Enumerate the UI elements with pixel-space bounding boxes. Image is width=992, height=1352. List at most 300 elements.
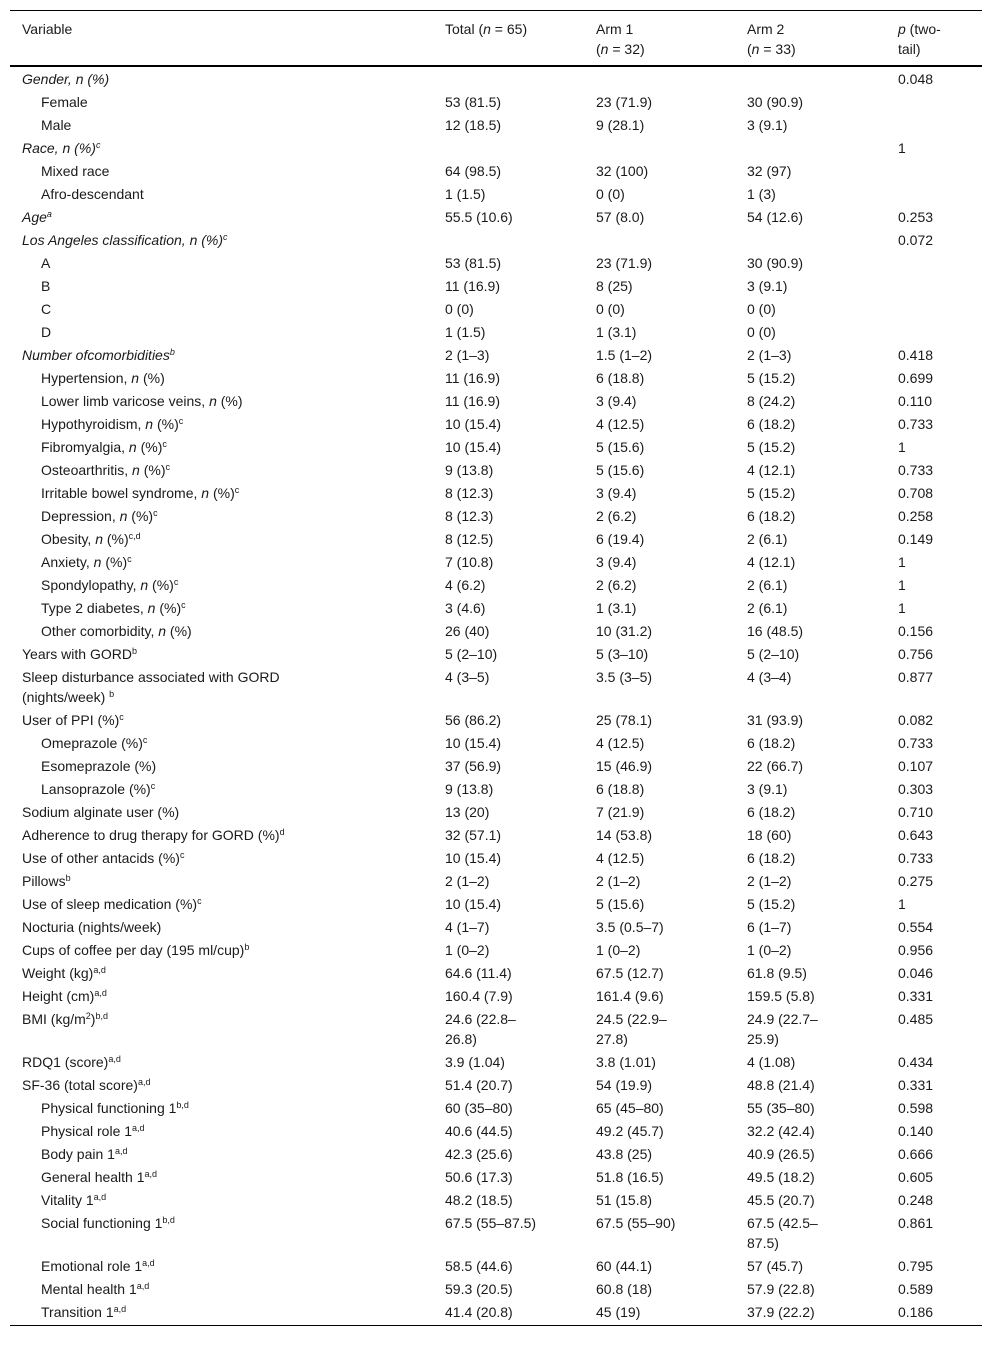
cell-p-value: 0.708 <box>898 485 934 501</box>
cell-p-value <box>886 115 982 138</box>
cell-arm2: 37.9 (22.2) <box>747 1304 815 1320</box>
table-row <box>10 894 982 917</box>
row-label: Nocturia (nights/week) <box>22 919 162 935</box>
cell-total: 13 (20) <box>445 804 490 820</box>
cell-arm1: 4 (12.5) <box>596 416 645 432</box>
cell-arm1: 161.4 (9.6) <box>596 988 664 1004</box>
cell-p-value: 1 <box>898 439 906 455</box>
cell-arm2: 5 (15.2) <box>747 896 796 912</box>
cell-total: 56 (86.2) <box>445 712 502 728</box>
cell-p-value: 0.733 <box>898 416 934 432</box>
table-row <box>10 138 982 161</box>
cell-arm1: 67.5 (55–90) <box>596 1215 676 1231</box>
table-row <box>10 963 982 986</box>
table-row <box>10 1213 982 1256</box>
cell-arm2: 49.5 (18.2) <box>747 1169 815 1185</box>
table-row <box>10 506 982 529</box>
cell-arm2: 57 (45.7) <box>747 1258 804 1274</box>
row-label: Body pain 1$^{a,d}$ <box>41 1146 128 1162</box>
table-row <box>10 1144 982 1167</box>
cell-arm2: 6 (18.2) <box>747 804 796 820</box>
row-label: Depression, n (%)$^c$ <box>41 508 158 524</box>
cell-total: 40.6 (44.5) <box>445 1123 513 1139</box>
row-label: A <box>41 255 51 271</box>
cell-p-value: 0.107 <box>898 758 934 774</box>
table-row <box>10 276 982 299</box>
cell-arm2: 2 (1–3) <box>747 347 792 363</box>
table-row <box>10 1098 982 1121</box>
cell-arm1 <box>584 66 735 92</box>
cell-arm2: 2 (6.1) <box>747 600 788 616</box>
cell-total: 10 (15.4) <box>445 439 502 455</box>
row-label: Type 2 diabetes, n (%)$^c$ <box>41 600 186 616</box>
cell-total: 42.3 (25.6) <box>445 1146 513 1162</box>
table-row <box>10 917 982 940</box>
cell-total: 32 (57.1) <box>445 827 502 843</box>
table-row <box>10 161 982 184</box>
table-row <box>10 92 982 115</box>
row-label: BMI $(kg/m^2)^{b,d}$ <box>22 1011 108 1027</box>
cell-p-value <box>886 253 982 276</box>
cell-arm1: 49.2 (45.7) <box>596 1123 664 1139</box>
row-label: Race, n (%)$^c$ <box>22 140 101 156</box>
cell-total: 3 (4.6) <box>445 600 486 616</box>
cell-p-value: 0.795 <box>898 1258 934 1274</box>
cell-arm2: 54 (12.6) <box>747 209 804 225</box>
table-row <box>10 460 982 483</box>
row-label: SF-36 (total score)$^{a,d}$ <box>22 1077 151 1093</box>
table-row <box>10 437 982 460</box>
cell-arm1: 32 (100) <box>596 163 649 179</box>
cell-arm2: 45.5 (20.7) <box>747 1192 815 1208</box>
header-total: Total (n = 65) <box>445 21 528 37</box>
table-row <box>10 253 982 276</box>
cell-arm2: 4 (12.1) <box>747 554 796 570</box>
table-row <box>10 1256 982 1279</box>
cell-arm1: 60.8 (18) <box>596 1281 653 1297</box>
cell-total: 10 (15.4) <box>445 416 502 432</box>
table-row <box>10 848 982 871</box>
table-row <box>10 552 982 575</box>
cell-arm2: 48.8 (21.4) <box>747 1077 815 1093</box>
cell-arm1: 2 (6.2) <box>596 577 637 593</box>
header-arm2: Arm 2 (n = 33) <box>747 21 796 57</box>
cell-arm2 <box>735 230 886 253</box>
cell-arm2: 1 (3) <box>747 186 776 202</box>
cell-total: 24.6 (22.8– 26.8) <box>445 1011 516 1047</box>
cell-arm2: 32 (97) <box>747 163 792 179</box>
cell-arm1: 43.8 (25) <box>596 1146 653 1162</box>
cell-arm1: 7 (21.9) <box>596 804 645 820</box>
table-row <box>10 345 982 368</box>
table-row <box>10 733 982 756</box>
cell-p-value: 1 <box>898 140 906 156</box>
row-label: Obesity, n (%)$^{c,d}$ <box>41 531 141 547</box>
cell-arm2: 2 (6.1) <box>747 577 788 593</box>
cell-p-value: 0.554 <box>898 919 934 935</box>
cell-p-value: 0.046 <box>898 965 934 981</box>
cell-p-value: 0.877 <box>898 669 934 685</box>
cell-arm2: 57.9 (22.8) <box>747 1281 815 1297</box>
cell-arm1: 65 (45–80) <box>596 1100 664 1116</box>
cell-arm1: 3.5 (3–5) <box>596 669 653 685</box>
row-label: Adherence to drug therapy for GORD (%)$^d$ <box>22 827 285 843</box>
cell-p-value <box>886 184 982 207</box>
cell-p-value: 1 <box>898 896 906 912</box>
cell-total: 67.5 (55–87.5) <box>445 1215 537 1231</box>
row-label: Cups of coffee per day (195 ml/cup)$^b$ <box>22 942 250 958</box>
cell-arm1: 0 (0) <box>596 301 625 317</box>
table-row <box>10 1009 982 1052</box>
table-row <box>10 414 982 437</box>
cell-p-value: 0.643 <box>898 827 934 843</box>
cell-arm2: 6 (18.2) <box>747 735 796 751</box>
row-label: Irritable bowel syndrome, n (%)$^c$ <box>41 485 240 501</box>
row-label: Mixed race <box>41 163 110 179</box>
cell-arm1: 14 (53.8) <box>596 827 653 843</box>
row-label: Hypertension, n (%) <box>41 370 165 386</box>
cell-p-value: 0.048 <box>898 71 934 87</box>
cell-arm2: 32.2 (42.4) <box>747 1123 815 1139</box>
table-row <box>10 230 982 253</box>
cell-arm2: 61.8 (9.5) <box>747 965 807 981</box>
table-row <box>10 115 982 138</box>
row-label: Gender, n (%) <box>22 71 110 87</box>
cell-total: 0 (0) <box>445 301 474 317</box>
cell-p-value: 0.605 <box>898 1169 934 1185</box>
cell-p-value: 0.710 <box>898 804 934 820</box>
cell-total: 3.9 (1.04) <box>445 1054 505 1070</box>
row-label: Use of other antacids (%)$^c$ <box>22 850 185 866</box>
row-label: Male <box>41 117 72 133</box>
cell-total: 58.5 (44.6) <box>445 1258 513 1274</box>
cell-arm1: 54 (19.9) <box>596 1077 653 1093</box>
table-body <box>10 66 982 1326</box>
cell-total: 26 (40) <box>445 623 490 639</box>
cell-p-value: 0.733 <box>898 735 934 751</box>
cell-arm1: 67.5 (12.7) <box>596 965 664 981</box>
cell-p-value: 0.598 <box>898 1100 934 1116</box>
cell-arm2: 159.5 (5.8) <box>747 988 815 1004</box>
cell-total: 1 (1.5) <box>445 324 486 340</box>
cell-p-value: 0.149 <box>898 531 934 547</box>
row-label: B <box>41 278 51 294</box>
cell-p-value: 0.589 <box>898 1281 934 1297</box>
cell-total: 12 (18.5) <box>445 117 502 133</box>
cell-total: 60 (35–80) <box>445 1100 513 1116</box>
cell-arm1: 3 (9.4) <box>596 485 637 501</box>
row-label: Transition 1$^{a,d}$ <box>41 1304 127 1320</box>
cell-arm2: 30 (90.9) <box>747 94 804 110</box>
cell-arm1: 23 (71.9) <box>596 255 653 271</box>
cell-arm2: 3 (9.1) <box>747 117 788 133</box>
cell-p-value: 0.699 <box>898 370 934 386</box>
table-row <box>10 667 982 710</box>
row-label: Use of sleep medication (%)$^c$ <box>22 896 202 912</box>
cell-total <box>433 66 584 92</box>
cell-arm1: 1.5 (1–2) <box>596 347 653 363</box>
table-row <box>10 207 982 230</box>
cell-arm2: 30 (90.9) <box>747 255 804 271</box>
cell-total: 48.2 (18.5) <box>445 1192 513 1208</box>
baseline-characteristics-table-container <box>10 10 982 1326</box>
cell-total: 9 (13.8) <box>445 781 494 797</box>
row-label: Other comorbidity, n (%) <box>41 623 192 639</box>
table-row <box>10 621 982 644</box>
row-label: D <box>41 324 52 340</box>
row-label: Sodium alginate user (%) <box>22 804 180 820</box>
cell-total: 8 (12.3) <box>445 485 494 501</box>
cell-arm1: 3 (9.4) <box>596 554 637 570</box>
cell-p-value: 0.485 <box>898 1011 934 1027</box>
row-label: Fibromyalgia, n (%)$^c$ <box>41 439 167 455</box>
table-row <box>10 779 982 802</box>
cell-arm2: 4 (12.1) <box>747 462 796 478</box>
cell-arm2: 5 (15.2) <box>747 370 796 386</box>
cell-p-value: 0.756 <box>898 646 934 662</box>
cell-p-value: 0.418 <box>898 347 934 363</box>
cell-total: 11 (16.9) <box>445 370 500 386</box>
cell-total <box>433 230 584 253</box>
row-label: Mental health 1$^{a,d}$ <box>41 1281 150 1297</box>
cell-p-value <box>886 322 982 345</box>
cell-arm2: 18 (60) <box>747 827 792 843</box>
cell-arm1: 5 (15.6) <box>596 896 645 912</box>
table-row <box>10 1190 982 1213</box>
cell-total: 59.3 (20.5) <box>445 1281 513 1297</box>
header-arm1: Arm 1 (n = 32) <box>596 21 645 57</box>
cell-p-value: 0.082 <box>898 712 934 728</box>
cell-arm1: 9 (28.1) <box>596 117 645 133</box>
cell-total: 1 (0–2) <box>445 942 490 958</box>
cell-p-value: 0.303 <box>898 781 934 797</box>
cell-p-value: 0.186 <box>898 1304 934 1320</box>
table-row <box>10 368 982 391</box>
cell-arm2: 4 (1.08) <box>747 1054 796 1070</box>
cell-total: 51.4 (20.7) <box>445 1077 513 1093</box>
cell-total: 2 (1–3) <box>445 347 490 363</box>
cell-p-value: 0.956 <box>898 942 934 958</box>
cell-arm2 <box>735 138 886 161</box>
cell-arm1: 5 (3–10) <box>596 646 649 662</box>
row-label: Hypothyroidism, n (%)$^c$ <box>41 416 184 432</box>
row-label: C <box>41 301 52 317</box>
cell-arm2: 6 (1–7) <box>747 919 792 935</box>
cell-p-value: 0.248 <box>898 1192 934 1208</box>
row-label: Height (cm)$^{a,d}$ <box>22 988 107 1004</box>
cell-arm2: 55 (35–80) <box>747 1100 815 1116</box>
cell-arm1: 57 (8.0) <box>596 209 645 225</box>
cell-total: 10 (15.4) <box>445 850 502 866</box>
cell-p-value: 0.140 <box>898 1123 934 1139</box>
table-row <box>10 756 982 779</box>
table-row <box>10 1279 982 1302</box>
cell-arm1: 10 (31.2) <box>596 623 653 639</box>
cell-p-value: 0.733 <box>898 850 934 866</box>
table-row <box>10 1121 982 1144</box>
row-label: Social functioning 1$^{b,d}$ <box>41 1215 175 1231</box>
cell-p-value: 0.666 <box>898 1146 934 1162</box>
cell-arm2: 3 (9.1) <box>747 278 788 294</box>
cell-arm1: 51.8 (16.5) <box>596 1169 664 1185</box>
cell-arm2: 2 (1–2) <box>747 873 792 889</box>
cell-arm2: 0 (0) <box>747 324 776 340</box>
cell-p-value: 1 <box>898 577 906 593</box>
table-row <box>10 529 982 552</box>
cell-arm1: 6 (19.4) <box>596 531 645 547</box>
cell-p-value: 0.331 <box>898 988 934 1004</box>
row-label: Esomeprazole (%) <box>41 758 157 774</box>
cell-arm1: 4 (12.5) <box>596 850 645 866</box>
header-p-value: p (two- tail) <box>898 21 941 57</box>
cell-total: 11 (16.9) <box>445 393 500 409</box>
row-label: Weight (kg)$^{a,d}$ <box>22 965 106 981</box>
header-row <box>10 11 982 67</box>
cell-arm2: 6 (18.2) <box>747 416 796 432</box>
cell-arm2: 3 (9.1) <box>747 781 788 797</box>
row-label: Vitality 1$^{a,d}$ <box>41 1192 107 1208</box>
cell-arm1: 2 (1–2) <box>596 873 641 889</box>
cell-p-value <box>886 299 982 322</box>
cell-p-value: 0.110 <box>898 393 932 409</box>
cell-arm2: 40.9 (26.5) <box>747 1146 815 1162</box>
cell-total: 2 (1–2) <box>445 873 490 889</box>
header-variable: Variable <box>22 21 73 37</box>
row-label: RDQ1 (score)$^{a,d}$ <box>22 1054 121 1070</box>
cell-total: 7 (10.8) <box>445 554 494 570</box>
row-label: Los Angeles classification, n (%)$^c$ <box>22 232 228 248</box>
cell-arm1: 3.8 (1.01) <box>596 1054 656 1070</box>
cell-arm1: 8 (25) <box>596 278 633 294</box>
cell-p-value <box>886 92 982 115</box>
cell-p-value: 0.253 <box>898 209 934 225</box>
cell-arm2: 8 (24.2) <box>747 393 796 409</box>
table-row <box>10 299 982 322</box>
table-row <box>10 575 982 598</box>
cell-total: 4 (3–5) <box>445 669 490 685</box>
cell-total: 53 (81.5) <box>445 255 502 271</box>
cell-p-value: 1 <box>898 554 906 570</box>
table-row <box>10 483 982 506</box>
cell-total: 5 (2–10) <box>445 646 498 662</box>
table-row <box>10 940 982 963</box>
cell-p-value: 0.156 <box>898 623 934 639</box>
cell-arm2: 5 (2–10) <box>747 646 800 662</box>
cell-arm1 <box>584 138 735 161</box>
cell-total: 4 (6.2) <box>445 577 486 593</box>
row-label: Emotional role 1$^{a,d}$ <box>41 1258 155 1274</box>
cell-arm2 <box>735 66 886 92</box>
table-row <box>10 391 982 414</box>
row-label: Osteoarthritis, n (%)$^c$ <box>41 462 170 478</box>
row-label: Afro-descendant <box>41 186 144 202</box>
row-label: User of PPI (%)$^c$ <box>22 712 124 728</box>
cell-arm2: 5 (15.2) <box>747 439 796 455</box>
cell-arm2: 2 (6.1) <box>747 531 788 547</box>
cell-arm1: 1 (3.1) <box>596 324 637 340</box>
table-row <box>10 598 982 621</box>
row-label: Female <box>41 94 88 110</box>
baseline-characteristics-table <box>10 10 982 1326</box>
cell-p-value: 0.072 <box>898 232 934 248</box>
cell-total: 50.6 (17.3) <box>445 1169 513 1185</box>
cell-arm1: 3 (9.4) <box>596 393 637 409</box>
row-label: Lansoprazole (%)$^c$ <box>41 781 156 797</box>
cell-arm1: 60 (44.1) <box>596 1258 653 1274</box>
row-label: Number ofcomorbidities$^b$ <box>22 347 175 363</box>
cell-arm1: 23 (71.9) <box>596 94 653 110</box>
row-label: Anxiety, n (%)$^c$ <box>41 554 132 570</box>
cell-arm2: 0 (0) <box>747 301 776 317</box>
cell-arm1: 24.5 (22.9– 27.8) <box>596 1011 667 1047</box>
cell-arm1: 3.5 (0.5–7) <box>596 919 664 935</box>
cell-total: 37 (56.9) <box>445 758 502 774</box>
cell-arm1: 0 (0) <box>596 186 625 202</box>
cell-p-value <box>886 161 982 184</box>
table-row <box>10 1075 982 1098</box>
cell-arm1: 6 (18.8) <box>596 370 645 386</box>
cell-arm2: 4 (3–4) <box>747 669 792 685</box>
cell-arm2: 6 (18.2) <box>747 850 796 866</box>
row-label: Spondylopathy, n (%)$^c$ <box>41 577 179 593</box>
row-label: Omeprazole (%)$^c$ <box>41 735 148 751</box>
cell-arm2: 24.9 (22.7– 25.9) <box>747 1011 818 1047</box>
cell-total: 11 (16.9) <box>445 278 500 294</box>
cell-arm1: 5 (15.6) <box>596 462 645 478</box>
cell-arm1: 5 (15.6) <box>596 439 645 455</box>
table-row <box>10 825 982 848</box>
cell-total: 9 (13.8) <box>445 462 494 478</box>
table-row <box>10 1167 982 1190</box>
cell-total: 1 (1.5) <box>445 186 486 202</box>
cell-arm2: 5 (15.2) <box>747 485 796 501</box>
cell-p-value: 0.434 <box>898 1054 934 1070</box>
cell-arm1: 51 (15.8) <box>596 1192 653 1208</box>
cell-arm2: 31 (93.9) <box>747 712 804 728</box>
row-label: Physical role 1$^{a,d}$ <box>41 1123 145 1139</box>
row-label: Sleep disturbance associated with GORD (nights/week) $^b$ <box>22 669 280 705</box>
cell-arm1 <box>584 230 735 253</box>
cell-total: 64.6 (11.4) <box>445 965 512 981</box>
cell-p-value: 0.733 <box>898 462 934 478</box>
table-row <box>10 710 982 733</box>
cell-p-value: 0.258 <box>898 508 934 524</box>
cell-arm1: 15 (46.9) <box>596 758 653 774</box>
cell-p-value <box>886 276 982 299</box>
table-row <box>10 184 982 207</box>
cell-total: 64 (98.5) <box>445 163 502 179</box>
cell-p-value: 0.275 <box>898 873 934 889</box>
cell-arm1: 6 (18.8) <box>596 781 645 797</box>
table-row <box>10 322 982 345</box>
cell-total: 160.4 (7.9) <box>445 988 513 1004</box>
row-label: Age$^a$ <box>22 209 52 225</box>
cell-total: 8 (12.5) <box>445 531 494 547</box>
cell-p-value: 0.331 <box>898 1077 934 1093</box>
table-row <box>10 986 982 1009</box>
table-row <box>10 1052 982 1075</box>
table-row <box>10 871 982 894</box>
table-row <box>10 802 982 825</box>
table-row <box>10 644 982 667</box>
cell-p-value: 0.861 <box>898 1215 934 1231</box>
cell-arm1: 4 (12.5) <box>596 735 645 751</box>
cell-total: 41.4 (20.8) <box>445 1304 513 1320</box>
cell-arm1: 1 (3.1) <box>596 600 637 616</box>
row-label: Physical functioning 1$^{b,d}$ <box>41 1100 189 1116</box>
row-label: Years with GORD$^b$ <box>22 646 137 662</box>
row-label: Pillows$^b$ <box>22 873 71 889</box>
